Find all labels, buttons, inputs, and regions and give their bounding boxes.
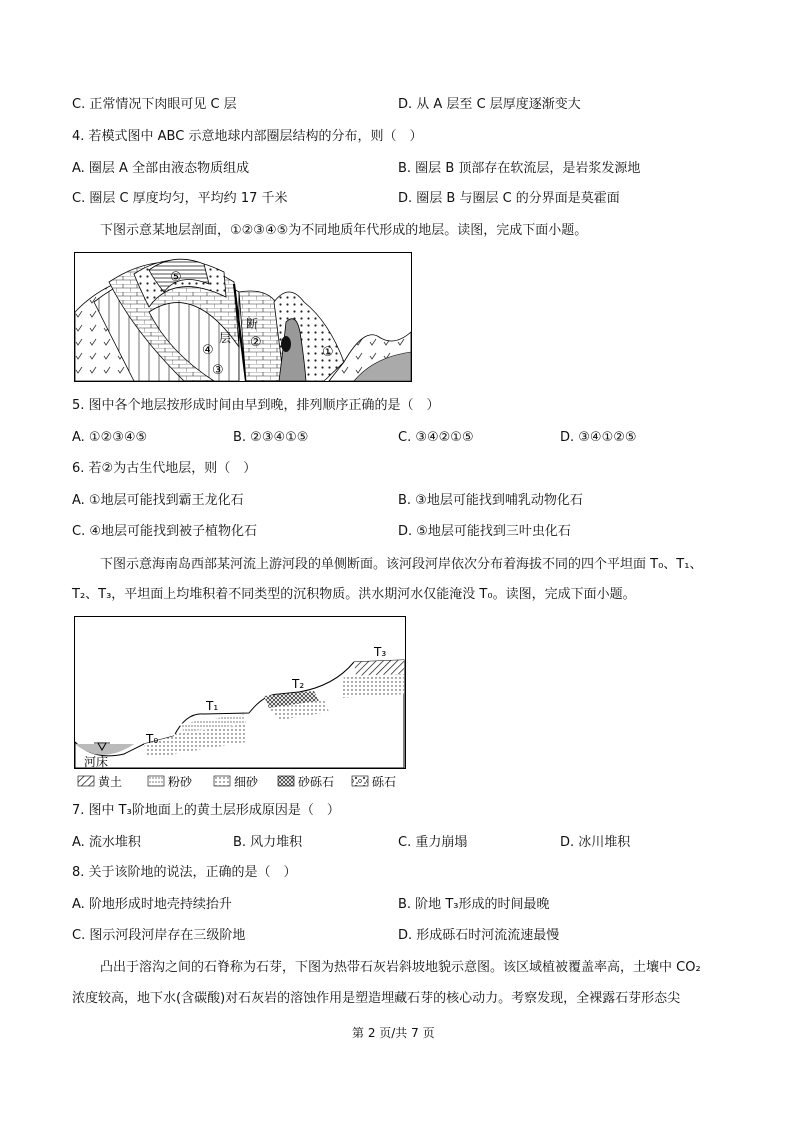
stratum-1-label: ① xyxy=(322,345,334,360)
legend-swatch-loess xyxy=(78,776,94,786)
legend-swatch-sandy-gravel xyxy=(278,776,294,786)
q4-option-b: B. 圈层 B 顶部存在软流层，是岩浆发源地 xyxy=(398,161,641,176)
terrace-t2-label: T₂ xyxy=(292,677,305,691)
stratum-5-label: ⑤ xyxy=(170,270,182,285)
legend-label-silt: 粉砂 xyxy=(168,775,193,789)
question-8-stem: 8. 关于该阶地的说法，正确的是（ ） xyxy=(72,865,297,880)
q8-option-b: B. 阶地 T₃形成的时间最晚 xyxy=(398,897,550,912)
intro-terrace-line2: T₂、T₃，平坦面上均堆积着不同类型的沉积物质。洪水期河水仅能淹没 T₀。读图，完成下面小题。 xyxy=(72,587,636,602)
q4-option-d: D. 圈层 B 与圈层 C 的分界面是莫霍面 xyxy=(398,191,620,206)
question-6-stem: 6. 若②为古生代地层，则（ ） xyxy=(72,461,257,476)
q5-option-d: D. ③④①②⑤ xyxy=(560,430,637,445)
terrace-t1-label: T₁ xyxy=(206,699,219,713)
stratum-section-figure xyxy=(74,252,412,382)
q8-option-c: C. 图示河段河岸存在三级阶地 xyxy=(72,928,246,943)
stratum-4-label: ④ xyxy=(202,343,214,358)
q6-option-a: A. ①地层可能找到霸王龙化石 xyxy=(72,493,244,508)
legend-label-loess: 黄土 xyxy=(98,775,123,789)
terrace-t0-label: T₀ xyxy=(146,732,159,746)
fault-label-top: 断 xyxy=(246,317,259,331)
riverbed-label: 河床 xyxy=(84,755,109,769)
q7-option-d: D. 冰川堆积 xyxy=(560,835,631,850)
q6-option-c: C. ④地层可能找到被子植物化石 xyxy=(72,524,257,539)
river-terrace-figure xyxy=(74,616,406,792)
intro-stratum-figure: 下图示意某地层剖面，①②③④⑤为不同地质年代形成的地层。读图，完成下面小题。 xyxy=(100,223,588,238)
legend-swatch-silt xyxy=(148,776,164,786)
legend-swatch-fine-sand xyxy=(214,776,230,786)
legend-label-fine-sand: 细砂 xyxy=(234,775,259,789)
q7-option-b: B. 风力堆积 xyxy=(233,835,303,850)
q8-option-a: A. 阶地形成时地壳持续抬升 xyxy=(72,897,232,912)
q6-option-d: D. ⑤地层可能找到三叶虫化石 xyxy=(398,524,571,539)
question-7-stem: 7. 图中 T₃阶地面上的黄土层形成原因是（ ） xyxy=(72,803,340,818)
question-4-stem: 4. 若模式图中 ABC 示意地球内部圈层结构的分布，则（ ） xyxy=(72,129,423,144)
q6-option-b: B. ③地层可能找到哺乳动物化石 xyxy=(398,493,583,508)
stratum-2-label: ② xyxy=(250,335,262,350)
intro-terrace-line1: 下图示意海南岛西部某河流上游河段的单侧断面。该河段河岸依次分布着海拔不同的四个平坦面 T₀、T₁、 xyxy=(100,557,703,572)
q7-option-c: C. 重力崩塌 xyxy=(398,835,468,850)
legend xyxy=(78,774,396,789)
q3-option-d: D. 从 A 层至 C 层厚度逐渐变大 xyxy=(398,97,581,112)
q8-option-d: D. 形成砾石时河流流速最慢 xyxy=(398,928,560,943)
intro-karst-line1: 凸出于溶沟之间的石脊称为石芽，下图为热带石灰岩斜坡地貌示意图。该区域植被覆盖率高，土壤中 CO₂ xyxy=(100,960,701,975)
legend-swatch-gravel xyxy=(352,776,368,786)
q7-option-a: A. 流水堆积 xyxy=(72,835,141,850)
stratum-3-label: ③ xyxy=(212,363,224,378)
fault-label-bottom: 层 xyxy=(219,331,232,345)
q5-option-a: A. ①②③④⑤ xyxy=(72,430,148,445)
q4-option-c: C. 圈层 C 厚度均匀，平均约 17 千米 xyxy=(72,191,288,206)
legend-label-gravel: 砾石 xyxy=(372,775,397,789)
intro-karst-line2: 浓度较高，地下水(含碳酸)对石灰岩的溶蚀作用是塑造埋藏石芽的核心动力。考察发现，全裸露石芽形态尖 xyxy=(72,991,681,1006)
q5-option-c: C. ③④②①⑤ xyxy=(398,430,474,445)
q3-option-c: C. 正常情况下肉眼可见 C 层 xyxy=(72,97,237,112)
q5-option-b: B. ②③④①⑤ xyxy=(233,430,309,445)
page-footer: 第 2 页/共 7 页 xyxy=(352,1026,435,1040)
question-5-stem: 5. 图中各个地层按形成时间由早到晚，排列顺序正确的是（ ） xyxy=(72,398,440,413)
q4-option-a: A. 圈层 A 全部由液态物质组成 xyxy=(72,161,250,176)
legend-label-sandy-gravel: 砂砾石 xyxy=(298,775,335,789)
terrace-t3-label: T₃ xyxy=(374,645,387,659)
